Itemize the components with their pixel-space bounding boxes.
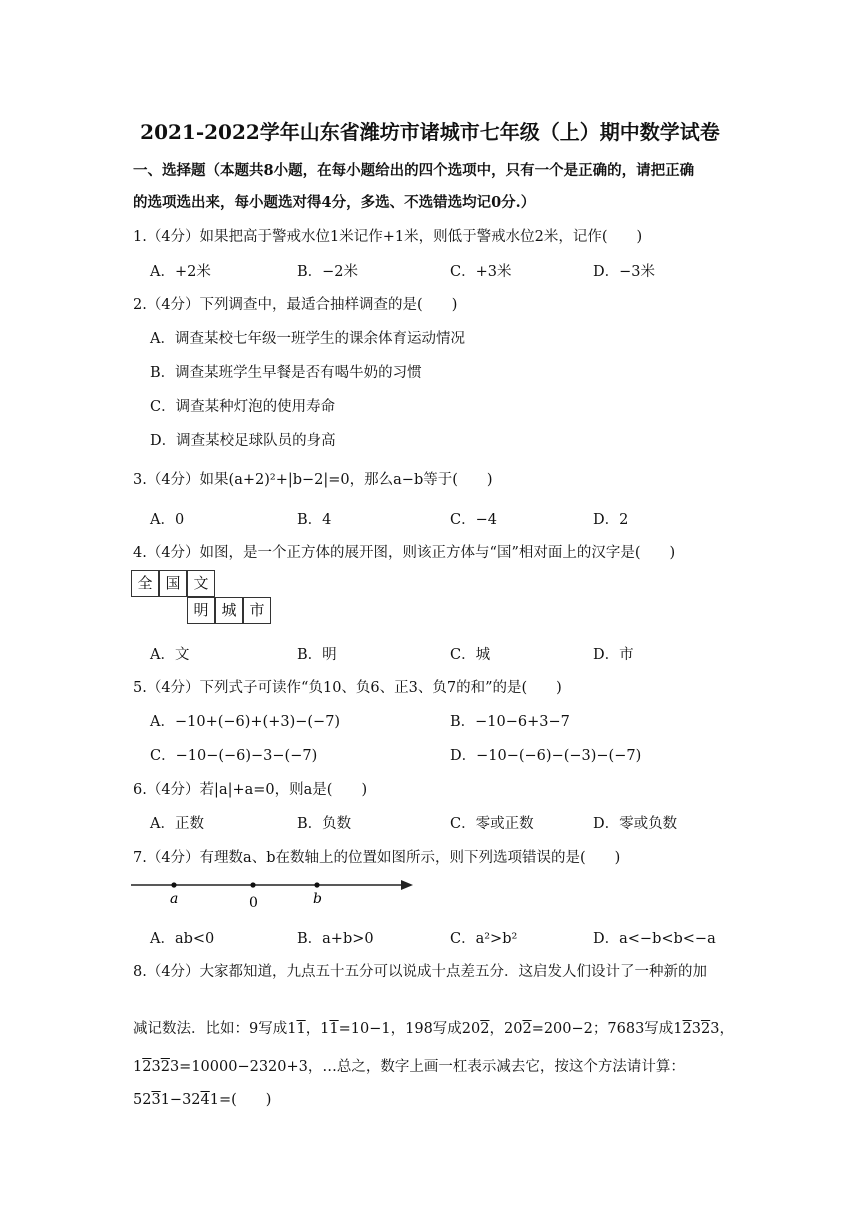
label-a: a [170, 891, 179, 907]
point-zero [250, 882, 255, 887]
question-2-stem: 2.（4分）下列调查中，最适合抽样调查的是( ) [133, 297, 458, 313]
net-face: 市 [243, 597, 271, 624]
q1-option-d[interactable]: D．−3米 [593, 264, 656, 280]
q7-option-a[interactable]: A．ab<0 [150, 931, 215, 947]
q5-option-c[interactable]: C．−10−(−6)−3−(−7) [150, 748, 318, 764]
q1-option-b[interactable]: B．−2米 [297, 264, 359, 280]
q4-option-c[interactable]: C．城 [450, 647, 491, 663]
q2-option-a[interactable]: A．调查某校七年级一班学生的课余体育运动情况 [150, 331, 465, 347]
net-face: 城 [215, 597, 243, 624]
number-line-figure [131, 873, 416, 909]
question-8-stem: 8.（4分）大家都知道，九点五十五分可以说成十点差五分．这启发人们设计了一种新的加 [133, 964, 708, 980]
q6-option-d[interactable]: D．零或负数 [593, 816, 678, 832]
q7-option-b[interactable]: B．a+b>0 [297, 931, 374, 947]
point-b [314, 882, 319, 887]
q6-option-b[interactable]: B．负数 [297, 816, 352, 832]
q3-option-c[interactable]: C．−4 [450, 512, 497, 528]
net-face: 明 [187, 597, 215, 624]
q2-option-d[interactable]: D．调查某校足球队员的身高 [150, 433, 336, 449]
q1-option-c[interactable]: C．+3米 [450, 264, 512, 280]
question-8-line-4: 5231−3241=( ) [133, 1092, 272, 1108]
q5-option-b[interactable]: B．−10−6+3−7 [450, 714, 570, 730]
number-line-arrow [401, 880, 413, 890]
question-5-stem: 5.（4分）下列式子可读作“负10、负6、正3、负7的和”的是( ) [133, 680, 562, 696]
page-title: 2021-2022学年山东省潍坊市诸城市七年级（上）期中数学试卷 [140, 120, 720, 144]
question-8-line-3: 12323=10000−2320+3，…总之，数字上画一杠表示减去它，按这个方法请计算： [133, 1059, 685, 1075]
section-heading-line1: 一、选择题（本题共8小题，在每小题给出的四个选项中，只有一个是正确的，请把正确 [133, 162, 695, 179]
q6-option-c[interactable]: C．零或正数 [450, 816, 534, 832]
q1-option-a[interactable]: A．+2米 [150, 264, 211, 280]
point-a [171, 882, 176, 887]
q6-option-a[interactable]: A．正数 [150, 816, 204, 832]
question-8-line-2: 减记数法．比如：9写成11，11=10−1，198写成202，202=200−2；7683写成12323， [133, 1021, 734, 1037]
q4-option-a[interactable]: A．文 [150, 647, 190, 663]
q5-option-d[interactable]: D．−10−(−6)−(−3)−(−7) [450, 748, 642, 764]
question-6-stem: 6.（4分）若|a|+a=0，则a是( ) [133, 782, 368, 798]
net-face: 全 [131, 570, 159, 597]
q3-option-a[interactable]: A．0 [150, 512, 185, 528]
q7-option-d[interactable]: D．a<−b<b<−a [593, 931, 716, 947]
q3-option-d[interactable]: D．2 [593, 512, 629, 528]
question-4-stem: 4.（4分）如图，是一个正方体的展开图，则该正方体与“国”相对面上的汉字是( ) [133, 545, 676, 561]
net-face: 文 [187, 570, 215, 597]
label-b: b [313, 891, 322, 907]
section-heading-line2: 的选项选出来，每小题选对得4分，多选、不选错选均记0分.） [133, 194, 536, 211]
q3-option-b[interactable]: B．4 [297, 512, 332, 528]
question-1-stem: 1.（4分）如果把高于警戒水位1米记作+1米，则低于警戒水位2米，记作( ) [133, 229, 643, 245]
q7-option-c[interactable]: C．a²>b² [450, 931, 518, 947]
question-7-stem: 7.（4分）有理数a、b在数轴上的位置如图所示，则下列选项错误的是( ) [133, 850, 621, 866]
label-zero: 0 [249, 895, 258, 909]
question-3-stem: 3.（4分）如果(a+2)²+|b−2|=0，那么a−b等于( ) [133, 472, 493, 488]
q4-option-b[interactable]: B．明 [297, 647, 337, 663]
net-face: 国 [159, 570, 187, 597]
q2-option-c[interactable]: C．调查某种灯泡的使用寿命 [150, 399, 336, 415]
q4-option-d[interactable]: D．市 [593, 647, 634, 663]
q5-option-a[interactable]: A．−10+(−6)+(+3)−(−7) [150, 714, 341, 730]
q2-option-b[interactable]: B．调查某班学生早餐是否有喝牛奶的习惯 [150, 365, 422, 381]
